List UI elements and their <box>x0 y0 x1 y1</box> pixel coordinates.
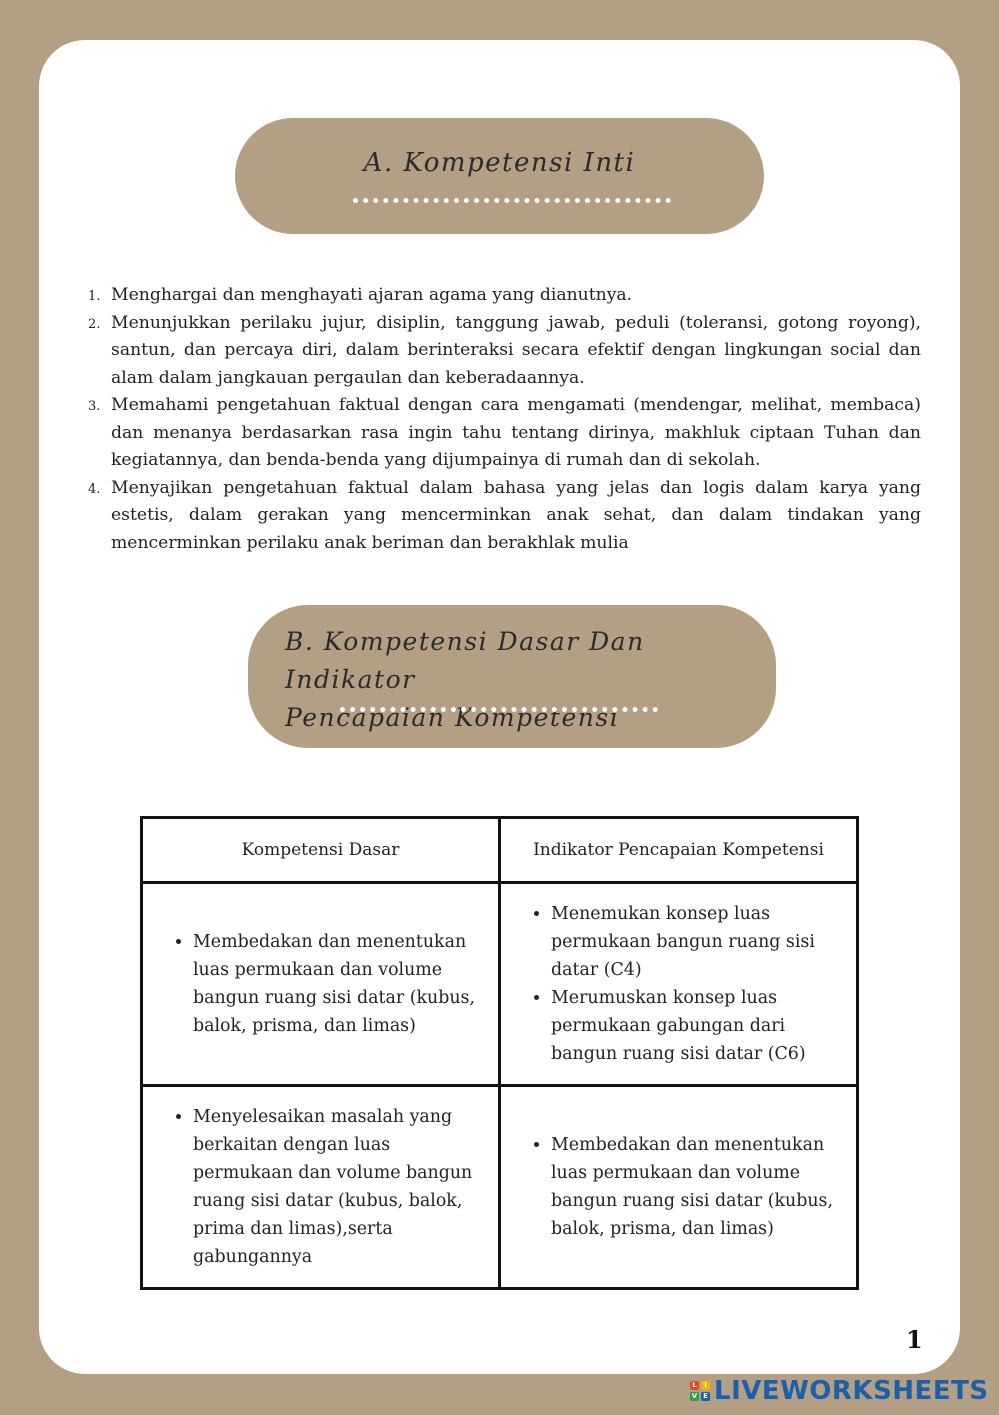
watermark-text: LIVEWORKSHEETS <box>714 1376 989 1406</box>
kompetensi-inti-list <box>88 282 921 557</box>
kompetensi-table <box>140 816 859 1290</box>
section-b-title: B. Kompetensi Dasar Dan Indikator Pencapaian Kompetensi <box>285 627 645 732</box>
list-item: • Membedakan dan menentukan luas permukaan dan volume bangun ruang sisi datar (kubus, balok, prisma, dan limas) <box>193 928 480 1040</box>
page-number: 1 <box>906 1325 923 1354</box>
section-a-title: A. Kompetensi Inti <box>363 148 636 178</box>
list-item: • Membedakan dan menentukan luas permukaan dan volume bangun ruang sisi datar (kubus, balok, prisma, dan limas) <box>551 1131 838 1243</box>
bullet-list <box>501 900 856 1068</box>
table-cell <box>142 883 500 1086</box>
list-item: 4. Menyajikan pengetahuan faktual dalam bahasa yang jelas dan logis dalam karya yang estetis, dalam gerakan yang mencerminkan anak sehat, dan dalam tindakan yang mencerminkan perilaku anak beriman dan berakhlak mulia <box>88 477 921 553</box>
header-indikator: Indikator Pencapaian Kompetensi <box>500 818 858 883</box>
table-cell <box>142 1086 500 1289</box>
dotted-divider <box>353 198 671 203</box>
bullet-list <box>501 1131 856 1243</box>
liveworksheets-watermark <box>690 1376 989 1406</box>
table-header-row <box>142 818 858 883</box>
table-row <box>142 1086 858 1289</box>
liveworksheets-logo-icon: L I V E <box>690 1381 710 1401</box>
table-row <box>142 883 858 1086</box>
bullet-list <box>143 928 498 1040</box>
section-a-header <box>235 118 764 234</box>
list-item: • Merumuskan konsep luas permukaan gabungan dari bangun ruang sisi datar (C6) <box>551 984 838 1068</box>
table-cell <box>500 883 858 1086</box>
list-item: 1. Menghargai dan menghayati ajaran agama yang dianutnya. <box>88 285 633 305</box>
list-item: • Menyelesaikan masalah yang berkaitan dengan luas permukaan dan volume bangun ruang sisi datar (kubus, balok, prima dan limas),serta gabungannya <box>193 1103 480 1271</box>
list-item: 2. Menunjukkan perilaku jujur, disiplin, tanggung jawab, peduli (toleransi, gotong royong), santun, dan percaya diri, dalam berinteraksi secara efektif dengan lingkungan social dan alam dalam jangkauan pergaulan dan keberadaannya. <box>88 312 921 388</box>
dotted-divider <box>340 707 658 712</box>
header-kompetensi-dasar: Kompetensi Dasar <box>142 818 500 883</box>
section-b-header <box>248 605 776 748</box>
bullet-list <box>143 1103 498 1271</box>
table-cell <box>500 1086 858 1289</box>
list-item: 3. Memahami pengetahuan faktual dengan cara mengamati (mendengar, melihat, membaca) dan menanya berdasarkan rasa ingin tahu tentang dirinya, makhluk ciptaan Tuhan dan kegiatannya, dan benda-benda yang dijumpainya di rumah dan di sekolah. <box>88 395 921 470</box>
list-item: • Menemukan konsep luas permukaan bangun ruang sisi datar (C4) <box>551 900 838 984</box>
